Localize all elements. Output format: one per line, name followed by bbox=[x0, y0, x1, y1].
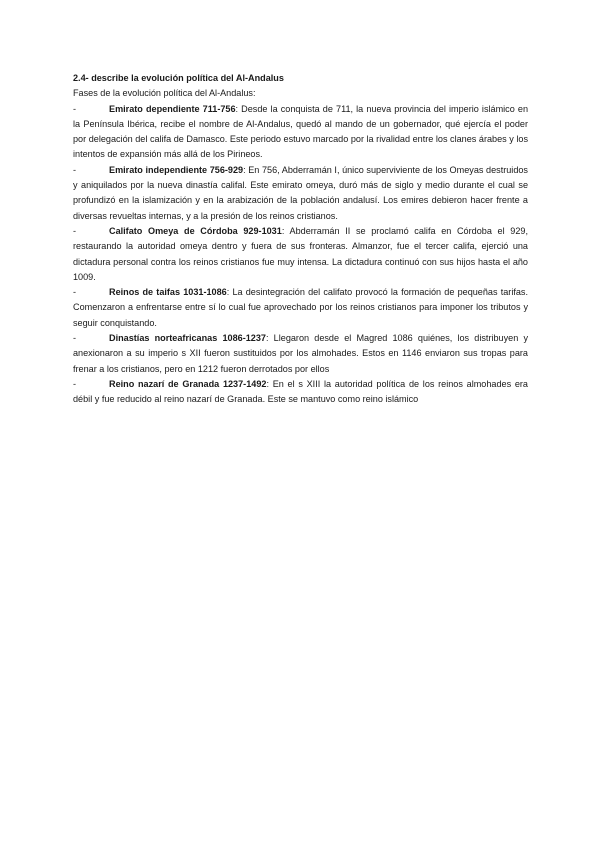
list-bullet: - bbox=[73, 103, 77, 114]
section-heading: 2.4- describe la evolución política del Al-Andalus bbox=[73, 73, 284, 83]
list-bullet: - bbox=[73, 287, 77, 298]
item-term: Califato Omeya de Córdoba 929-1031 bbox=[109, 225, 282, 236]
list-item bbox=[73, 102, 528, 163]
item-term: Emirato independiente 756-929 bbox=[109, 164, 244, 175]
list-bullet: - bbox=[73, 333, 77, 344]
item-text: : En el s XIII la autoridad política de los reinos almohades era débil y fue reducido al reino nazarí de Granada. Este se mantuvo como reino islámico bbox=[73, 378, 528, 405]
intro-line: Fases de la evolución política del Al-Andalus: bbox=[73, 88, 256, 99]
document-body bbox=[73, 71, 528, 408]
list-bullet: - bbox=[73, 378, 77, 389]
list-item bbox=[73, 224, 528, 285]
item-text: : La desintegración del califato provocó la formación de pequeñas tarifas. Comenzaron a enfrentarse entre sí lo cual fue aprovechado por los reinos cristianos para imponer los tributos y seguir conquistando. bbox=[73, 287, 529, 328]
list-item bbox=[73, 377, 528, 408]
list-item bbox=[73, 285, 528, 331]
item-term: Reino nazarí de Granada 1237-1492 bbox=[109, 378, 267, 389]
item-term: Emirato dependiente 711-756 bbox=[109, 103, 236, 114]
item-text: : En 756, Abderramán I, único superviviente de los Omeyas destruidos y aniquilados por la nueva dinastía califal. Este emirato omeya, duró más de siglo y medio durante el cual se profundizó en la islamización y en la arabización de la población andalusí. Los emires debieron hacer frente a diversas revueltas internas, y a la presión de los reinos cristianos. bbox=[73, 164, 528, 221]
list-bullet: - bbox=[73, 164, 77, 175]
item-text: : Llegaron desde el Magred 1086 quiénes, los distribuyen y anexionaron a su imperio s XII fueron sustituidos por los almohades. Estos en 1146 enviaron sus tropas para frenar a los cristianos, pero en 1212 fueron derrotados por ellos bbox=[73, 333, 528, 374]
item-term: Dinastías norteafricanas 1086-1237 bbox=[109, 333, 266, 344]
item-text: : Desde la conquista de 711, la nueva provincia del imperio islámico en la Península Ibérica, recibe el nombre de Al-Andalus, quedó al mando de un gobernador, qué ejercía el poder por delegación del califa de Damasco. Este periodo estuvo marcado por la rivalidad entre los clanes árabes y los intentos de expansión más allá de los Pirineos. bbox=[73, 103, 528, 160]
list-item bbox=[73, 331, 528, 377]
list-bullet: - bbox=[73, 225, 77, 236]
list-item bbox=[73, 163, 528, 224]
item-term: Reinos de taifas 1031-1086 bbox=[109, 287, 227, 298]
item-text: : Abderramán II se proclamó califa en Córdoba el 929, restaurando la autoridad omeya dentro y fuera de sus fronteras. Almanzor, fue el tercer califa, ejerció una dictadura personal contra los reinos cristianos fue muy intensa. La dictadura continuó con sus hijos hasta el año 1009. bbox=[73, 225, 529, 282]
